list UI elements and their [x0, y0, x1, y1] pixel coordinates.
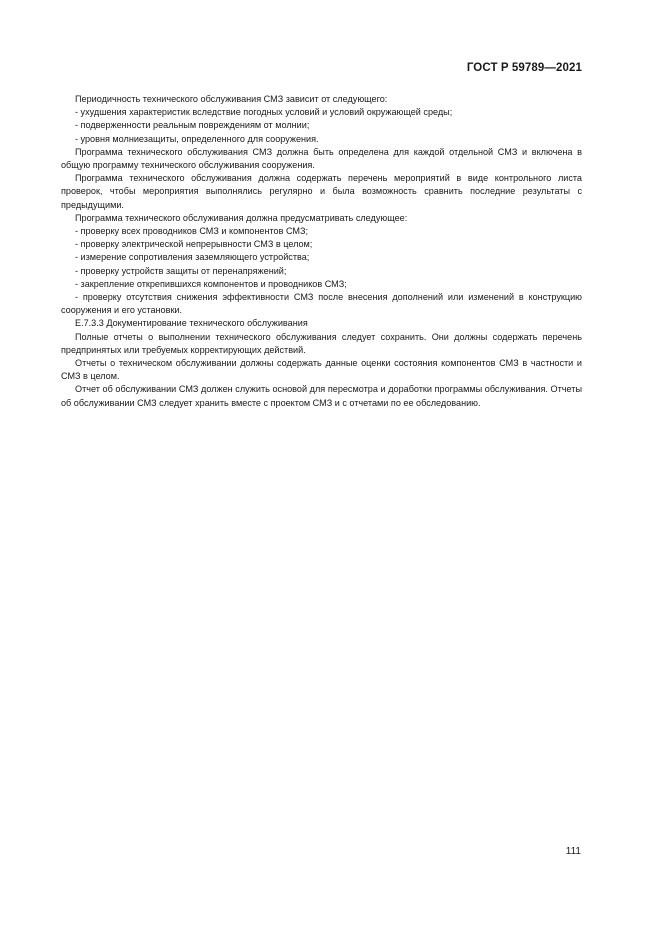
paragraph: Отчеты о техническом обслуживании должны содержать данные оценки состояния компонентов СМЗ в частности и СМЗ в целом. — [61, 358, 582, 382]
paragraph: Отчет об обслуживании СМЗ должен служить основой для пересмотра и доработки программы обслуживания. Отчеты об обслуживании СМЗ следует хранить вместе с проектом СМЗ и с отчетами по ее обследованию. — [61, 384, 582, 408]
standard-designation: ГОСТ Р 59789—2021 — [466, 62, 582, 74]
list-item: - закрепление открепившихся компонентов и проводников СМЗ; — [75, 278, 347, 289]
paragraph: Полные отчеты о выполнении технического обслуживания следует сохранить. Они должны содержать перечень предпринятых или требуемых корректирующих действий. — [61, 331, 582, 355]
page-number: 111 — [565, 846, 581, 857]
paragraph: Программа технического обслуживания СМЗ должна быть определена для каждой отдельной СМЗ и включена в общую программу технического обслуживания сооружения. — [61, 146, 582, 171]
list-item: - проверку отсутствия снижения эффективности СМЗ после внесения дополнений или изменений в конструкцию сооружения и его установки. — [61, 292, 582, 316]
list-item: - проверку электрической непрерывности СМЗ в целом; — [75, 239, 313, 250]
list-item: - уровня молниезащиты, определенного для сооружения. — [75, 133, 319, 144]
list-item: - проверку устройств защиты от перенапряжений; — [75, 265, 287, 276]
document-body — [61, 93, 582, 410]
paragraph: Периодичность технического обслуживания СМЗ зависит от следующего: — [75, 94, 388, 104]
list-item: - проверку всех проводников СМЗ и компонентов СМЗ; — [75, 226, 309, 237]
list-item: - измерение сопротивления заземляющего устройства; — [75, 252, 310, 263]
paragraph: Программа технического обслуживания должна предусматривать следующее: — [75, 212, 408, 223]
list-item: - подверженности реальным повреждениям от молнии; — [75, 120, 310, 131]
list-item: - ухудшения характеристик вследствие погодных условий и условий окружающей среды; — [75, 107, 453, 118]
section-heading: Е.7.3.3 Документирование технического обслуживания — [75, 318, 308, 329]
paragraph: Программа технического обслуживания должна содержать перечень мероприятий в виде контрольного листа проверок, чтобы мероприятия выполнялись регулярно и была возможность сравнить последние результаты с предыдущими. — [61, 173, 582, 210]
